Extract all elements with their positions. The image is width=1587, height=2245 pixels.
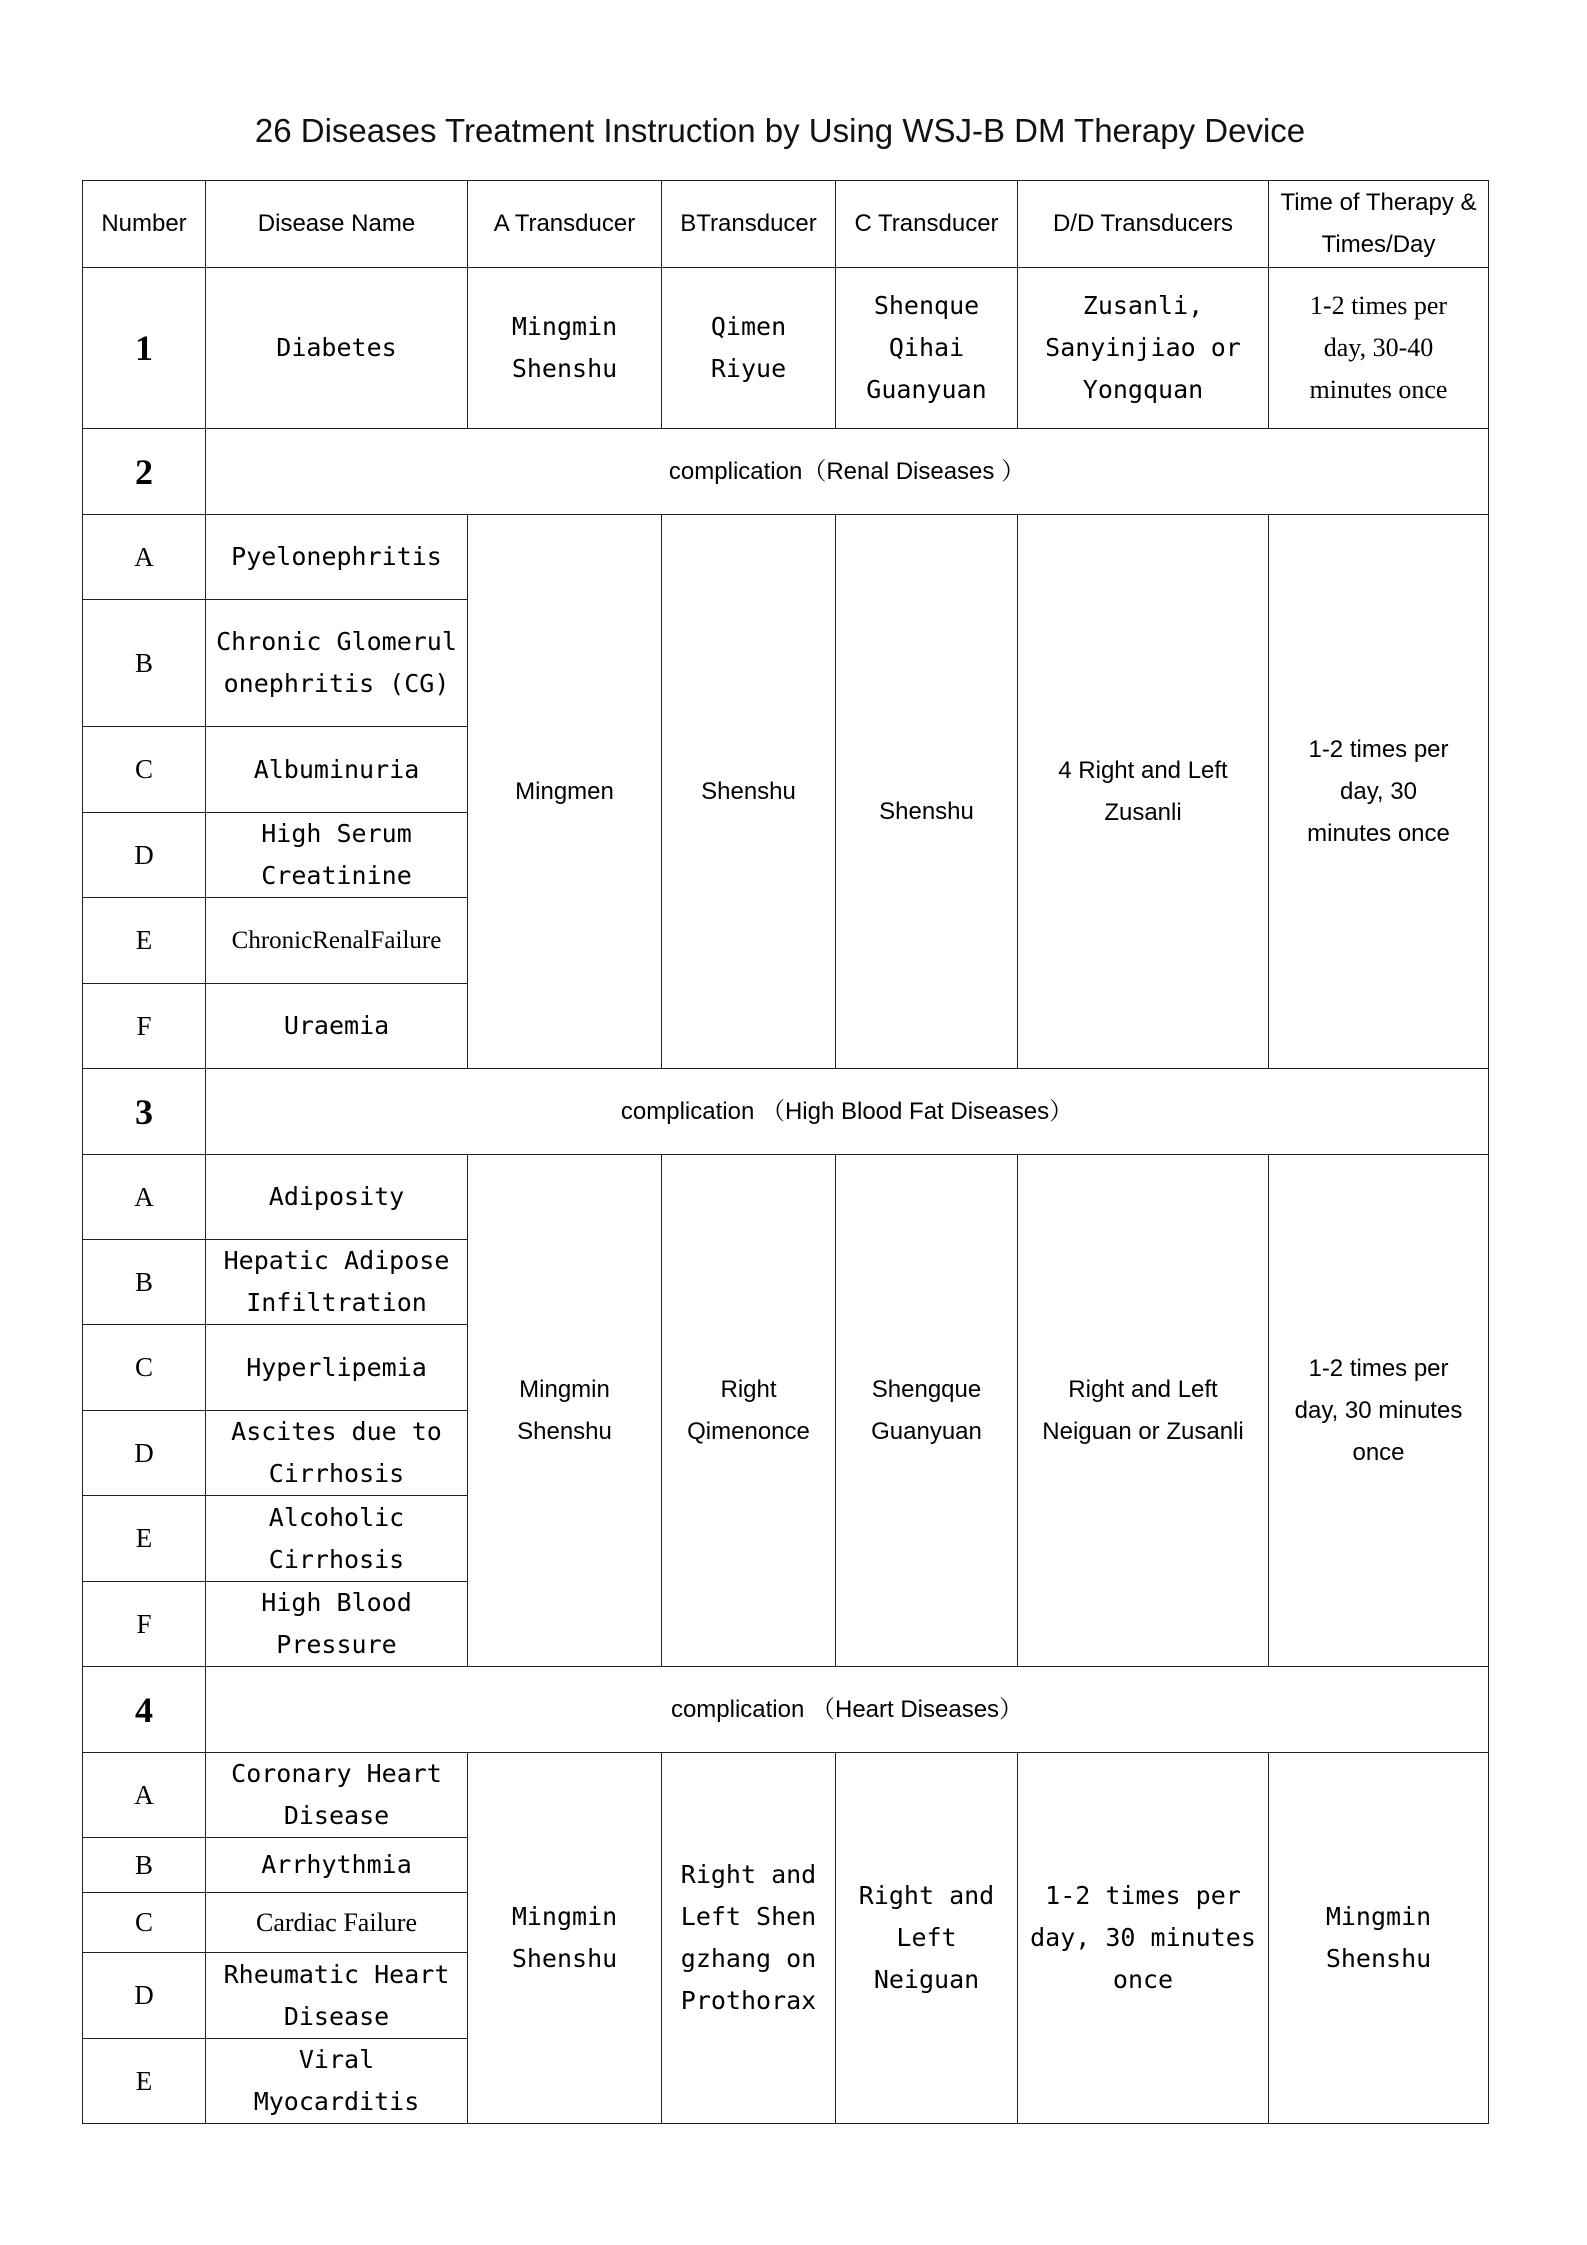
- header-disease-name: Disease Name: [206, 181, 468, 268]
- a-transducer-cell: Mingmin Shenshu: [468, 1155, 662, 1667]
- disease-name: Rheumatic Heart Disease: [206, 1953, 468, 2039]
- header-row: [83, 181, 1489, 268]
- document-title: 26 Diseases Treatment Instruction by Using WSJ-B DM Therapy Device: [254, 112, 1306, 149]
- time-of-therapy-cell: 1-2 times per day, 30-40 minutes once: [1269, 268, 1489, 429]
- row-letter: F: [83, 984, 206, 1069]
- b-transducer-cell: Right Qimenonce: [662, 1155, 836, 1667]
- d-transducers-cell: Right and Left Neiguan or Zusanli: [1018, 1155, 1269, 1667]
- disease-name: Hyperlipemia: [206, 1325, 468, 1411]
- disease-name: Chronic Glomerulonephritis (CG): [206, 600, 468, 727]
- a-transducer-cell: Mingmen: [468, 515, 662, 1069]
- disease-name: Coronary Heart Disease: [206, 1753, 468, 1838]
- table-row: [83, 1753, 1489, 1838]
- row-letter: E: [83, 898, 206, 984]
- disease-name: High Serum Creatinine: [206, 813, 468, 898]
- treatment-table: [82, 180, 1489, 2124]
- row-letter: A: [83, 1753, 206, 1838]
- b-transducer-cell: Right and Left Shengzhang on Prothorax: [662, 1753, 836, 2124]
- disease-name: Ascites due to Cirrhosis: [206, 1411, 468, 1496]
- disease-name: ChronicRenalFailure: [206, 898, 468, 984]
- table-row: [83, 515, 1489, 600]
- c-transducer-cell: Shengque Guanyuan: [836, 1155, 1018, 1667]
- row-letter: A: [83, 1155, 206, 1240]
- group-heading-row: [83, 1667, 1489, 1753]
- group-heading-row: [83, 1069, 1489, 1155]
- row-number: 3: [83, 1069, 206, 1155]
- b-transducer-cell: Shenshu: [662, 515, 836, 1069]
- row-letter: D: [83, 1953, 206, 2039]
- header-time-of-therapy: Time of Therapy & Times/Day: [1269, 181, 1489, 268]
- row-letter: E: [83, 1496, 206, 1582]
- time-of-therapy-cell: Mingmin Shenshu: [1269, 1753, 1489, 2124]
- row-letter: D: [83, 813, 206, 898]
- disease-name: Diabetes: [206, 268, 468, 429]
- b-transducer-cell: Qimen Riyue: [662, 268, 836, 429]
- complication-heading: complication （High Blood Fat Diseases）: [206, 1069, 1489, 1155]
- disease-name: Alcoholic Cirrhosis: [206, 1496, 468, 1582]
- d-transducers-cell: Zusanli, Sanyinjiao or Yongquan: [1018, 268, 1269, 429]
- complication-heading: complication （Heart Diseases）: [206, 1667, 1489, 1753]
- row-letter: B: [83, 1240, 206, 1325]
- disease-name: Adiposity: [206, 1155, 468, 1240]
- d-transducers-cell: 4 Right and Left Zusanli: [1018, 515, 1269, 1069]
- disease-name: Hepatic Adipose Infiltration: [206, 1240, 468, 1325]
- row-letter: C: [83, 1893, 206, 1953]
- group-heading-row: [83, 429, 1489, 515]
- row-letter: A: [83, 515, 206, 600]
- header-b-transducer: BTransducer: [662, 181, 836, 268]
- disease-name: Uraemia: [206, 984, 468, 1069]
- disease-name: High Blood Pressure: [206, 1582, 468, 1667]
- row-letter: E: [83, 2039, 206, 2124]
- c-transducer-cell: Right and Left Neiguan: [836, 1753, 1018, 2124]
- table-row: [83, 1155, 1489, 1240]
- row-number: 2: [83, 429, 206, 515]
- complication-heading: complication（Renal Diseases ）: [206, 429, 1489, 515]
- row-letter: B: [83, 1838, 206, 1893]
- a-transducer-cell: Mingmin Shenshu: [468, 268, 662, 429]
- row-diabetes: [83, 268, 1489, 429]
- header-number: Number: [83, 181, 206, 268]
- a-transducer-cell: Mingmin Shenshu: [468, 1753, 662, 2124]
- disease-name: Arrhythmia: [206, 1838, 468, 1893]
- row-letter: F: [83, 1582, 206, 1667]
- c-transducer-cell: Shenshu: [836, 515, 1018, 1069]
- row-letter: D: [83, 1411, 206, 1496]
- row-letter: C: [83, 727, 206, 813]
- header-d-transducers: D/D Transducers: [1018, 181, 1269, 268]
- time-of-therapy-cell: 1-2 times per day, 30 minutes once: [1269, 515, 1489, 1069]
- disease-name: Albuminuria: [206, 727, 468, 813]
- row-letter: B: [83, 600, 206, 727]
- d-transducers-cell: 1-2 times per day, 30 minutes once: [1018, 1753, 1269, 2124]
- row-number: 1: [83, 268, 206, 429]
- header-a-transducer: A Transducer: [468, 181, 662, 268]
- time-of-therapy-cell: 1-2 times per day, 30 minutes once: [1269, 1155, 1489, 1667]
- c-transducer-cell: Shenque Qihai Guanyuan: [836, 268, 1018, 429]
- header-c-transducer: C Transducer: [836, 181, 1018, 268]
- row-number: 4: [83, 1667, 206, 1753]
- disease-name: Pyelonephritis: [206, 515, 468, 600]
- disease-name: Viral Myocarditis: [206, 2039, 468, 2124]
- row-letter: C: [83, 1325, 206, 1411]
- disease-name: Cardiac Failure: [206, 1893, 468, 1953]
